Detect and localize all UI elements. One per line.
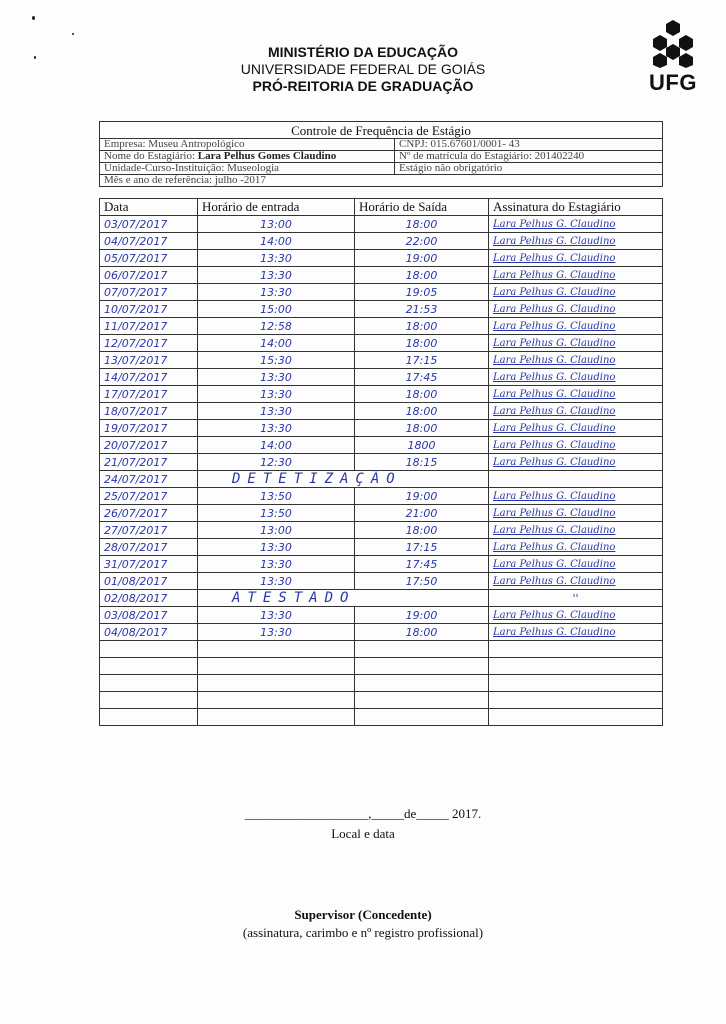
cell-entry-time: 13:30	[198, 624, 355, 641]
cell-date: 10/07/2017	[100, 301, 198, 318]
cell-signature: Lara Pelhus G. Claudino	[489, 352, 663, 369]
cell-date: 05/07/2017	[100, 250, 198, 267]
cell-exit-time: 17:50	[355, 573, 489, 590]
ministry-title: MINISTÉRIO DA EDUCAÇÃO	[267, 44, 459, 60]
cell-date: 18/07/2017	[100, 403, 198, 420]
cell-signature: Lara Pelhus G. Claudino	[489, 454, 663, 471]
table-row	[100, 539, 663, 556]
cell-date	[100, 709, 198, 726]
cell-entry-time: 13:30	[198, 284, 355, 301]
cell-date: 21/07/2017	[100, 454, 198, 471]
cell-date: 03/08/2017	[100, 607, 198, 624]
cell-signature: Lara Pelhus G. Claudino	[489, 420, 663, 437]
cell-exit-time: 19:05	[355, 284, 489, 301]
form-title: Controle de Frequência de Estágio	[100, 122, 663, 139]
cell-entry-time: 13:30	[198, 403, 355, 420]
table-row	[100, 488, 663, 505]
cell-exit-time	[355, 641, 489, 658]
cell-signature: Lara Pelhus G. Claudino	[489, 539, 663, 556]
cell-exit-time	[355, 692, 489, 709]
table-row	[100, 590, 663, 607]
cell-entry-time: 13:30	[198, 267, 355, 284]
cell-entry-time: 12:30	[198, 454, 355, 471]
cell-entry-time: 13:30	[198, 556, 355, 573]
cell-entry-time: 14:00	[198, 233, 355, 250]
table-row	[100, 471, 663, 488]
cell-date	[100, 675, 198, 692]
cell-exit-time: 17:15	[355, 539, 489, 556]
cell-exit-time: 17:45	[355, 556, 489, 573]
internship-type-field: Estágio não obrigatório	[395, 163, 663, 175]
cell-signature	[489, 675, 663, 692]
cell-exit-time	[355, 658, 489, 675]
intern-name-value: Lara Pelhus Gomes Claudino	[197, 150, 337, 162]
column-header-entry: Horário de entrada	[198, 199, 355, 216]
column-header-exit: Horário de Saída	[355, 199, 489, 216]
logo-text: UFG	[649, 70, 697, 95]
handwritten-note: DETETIZAÇÃO	[232, 471, 402, 487]
cell-exit-time: 18:00	[355, 318, 489, 335]
table-row	[100, 641, 663, 658]
intern-name-label: Nome do Estagiário:	[104, 150, 198, 162]
hexagon-logo-icon	[642, 18, 704, 68]
cell-entry-time: 13:50	[198, 488, 355, 505]
cell-date: 25/07/2017	[100, 488, 198, 505]
cell-entry-time: 13:30	[198, 369, 355, 386]
cell-entry-time	[198, 709, 355, 726]
cell-entry-time: 13:50	[198, 505, 355, 522]
table-row	[100, 250, 663, 267]
cell-date: 31/07/2017	[100, 556, 198, 573]
cell-date: 07/07/2017	[100, 284, 198, 301]
intern-name-field	[100, 151, 395, 163]
enrollment-field: Nº de matrícula do Estagiário: 201402240	[395, 151, 663, 163]
cell-exit-time: 21:53	[355, 301, 489, 318]
cell-signature: Lara Pelhus G. Claudino	[489, 267, 663, 284]
cell-entry-time: 13:00	[198, 522, 355, 539]
cell-exit-time: 18:00	[355, 420, 489, 437]
cell-entry-time: 13:30	[198, 539, 355, 556]
cell-entry-time: 13:30	[198, 386, 355, 403]
cell-signature: Lara Pelhus G. Claudino	[489, 250, 663, 267]
cell-date: 06/07/2017	[100, 267, 198, 284]
table-row	[100, 675, 663, 692]
cell-date	[100, 641, 198, 658]
table-row	[100, 522, 663, 539]
cell-entry-time	[198, 675, 355, 692]
table-row	[100, 505, 663, 522]
table-row	[100, 437, 663, 454]
cell-exit-time: 19:00	[355, 250, 489, 267]
table-row	[100, 216, 663, 233]
cell-signature: Lara Pelhus G. Claudino	[489, 301, 663, 318]
company-field: Empresa: Museu Antropológico	[100, 139, 395, 151]
table-row	[100, 573, 663, 590]
cell-exit-time: 18:00	[355, 522, 489, 539]
cell-exit-time: 18:00	[355, 335, 489, 352]
cell-date	[100, 658, 198, 675]
cell-note	[198, 471, 489, 488]
cell-entry-time: 13:30	[198, 573, 355, 590]
cell-date: 27/07/2017	[100, 522, 198, 539]
unit-field: Unidade-Curso-Instituição: Museologia	[100, 163, 395, 175]
reference-month-field: Mês e ano de referência: julho -2017	[100, 175, 663, 187]
cell-date: 26/07/2017	[100, 505, 198, 522]
cell-entry-time: 15:30	[198, 352, 355, 369]
supervisor-note: (assinatura, carimbo e nº registro profissional)	[242, 925, 484, 940]
cell-signature: Lara Pelhus G. Claudino	[489, 488, 663, 505]
cell-signature: Lara Pelhus G. Claudino	[489, 233, 663, 250]
cell-signature: Lara Pelhus G. Claudino	[489, 335, 663, 352]
cell-entry-time: 12:58	[198, 318, 355, 335]
cell-entry-time: 13:00	[198, 216, 355, 233]
university-title: UNIVERSIDADE FEDERAL DE GOIÁS	[240, 61, 486, 77]
cell-date: 04/07/2017	[100, 233, 198, 250]
cell-note	[198, 590, 489, 607]
table-row	[100, 692, 663, 709]
cell-exit-time: 17:45	[355, 369, 489, 386]
table-row	[100, 709, 663, 726]
cell-entry-time	[198, 658, 355, 675]
table-row	[100, 607, 663, 624]
attendance-table	[99, 198, 663, 726]
ufg-logo	[642, 18, 704, 96]
cnpj-field: CNPJ: 015.67601/0001- 43	[395, 139, 663, 151]
cell-exit-time: 18:15	[355, 454, 489, 471]
table-row	[100, 454, 663, 471]
cell-date: 12/07/2017	[100, 335, 198, 352]
cell-date: 24/07/2017	[100, 471, 198, 488]
cell-signature	[489, 692, 663, 709]
cell-signature: Lara Pelhus G. Claudino	[489, 369, 663, 386]
table-row	[100, 624, 663, 641]
table-row	[100, 556, 663, 573]
cell-signature: Lara Pelhus G. Claudino	[489, 216, 663, 233]
cell-date: 28/07/2017	[100, 539, 198, 556]
cell-date: 03/07/2017	[100, 216, 198, 233]
department-title: PRÓ-REITORIA DE GRADUAÇÃO	[252, 78, 474, 94]
place-date-label: Local e data	[331, 826, 395, 841]
table-row	[100, 369, 663, 386]
cell-date: 14/07/2017	[100, 369, 198, 386]
cell-exit-time: 18:00	[355, 403, 489, 420]
cell-date: 17/07/2017	[100, 386, 198, 403]
cell-entry-time	[198, 641, 355, 658]
internship-info-table	[99, 121, 663, 187]
cell-exit-time: 19:00	[355, 607, 489, 624]
place-date-line: ___________________,_____de_____ 2017.	[244, 806, 482, 821]
scan-speck	[72, 33, 74, 35]
cell-signature: Lara Pelhus G. Claudino	[489, 573, 663, 590]
cell-entry-time	[198, 692, 355, 709]
cell-exit-time: 21:00	[355, 505, 489, 522]
cell-exit-time: 18:00	[355, 624, 489, 641]
cell-exit-time	[355, 709, 489, 726]
cell-exit-time: 1800	[355, 437, 489, 454]
table-row	[100, 335, 663, 352]
supervisor-title: Supervisor (Concedente)	[294, 907, 432, 922]
cell-signature: Lara Pelhus G. Claudino	[489, 522, 663, 539]
cell-entry-time: 15:00	[198, 301, 355, 318]
table-row	[100, 233, 663, 250]
table-row	[100, 386, 663, 403]
table-row	[100, 301, 663, 318]
cell-signature	[489, 658, 663, 675]
table-row	[100, 658, 663, 675]
cell-date: 11/07/2017	[100, 318, 198, 335]
cell-signature: Lara Pelhus G. Claudino	[489, 437, 663, 454]
cell-date: 19/07/2017	[100, 420, 198, 437]
handwritten-note: ATESTADO	[232, 590, 356, 606]
cell-exit-time: 18:00	[355, 216, 489, 233]
cell-entry-time: 13:30	[198, 420, 355, 437]
cell-signature	[489, 641, 663, 658]
cell-exit-time: 17:15	[355, 352, 489, 369]
cell-signature: Lara Pelhus G. Claudino	[489, 318, 663, 335]
cell-exit-time: 18:00	[355, 386, 489, 403]
cell-date: 13/07/2017	[100, 352, 198, 369]
cell-signature: Lara Pelhus G. Claudino	[489, 403, 663, 420]
cell-exit-time: 22:00	[355, 233, 489, 250]
cell-signature: ''	[489, 590, 663, 607]
letterhead	[0, 44, 726, 95]
cell-date: 01/08/2017	[100, 573, 198, 590]
table-row	[100, 420, 663, 437]
cell-exit-time: 18:00	[355, 267, 489, 284]
cell-signature: Lara Pelhus G. Claudino	[489, 556, 663, 573]
table-row	[100, 284, 663, 301]
cell-date	[100, 692, 198, 709]
cell-signature: Lara Pelhus G. Claudino	[489, 607, 663, 624]
column-header-date: Data	[100, 199, 198, 216]
cell-entry-time: 13:30	[198, 607, 355, 624]
cell-entry-time: 13:30	[198, 250, 355, 267]
cell-signature: Lara Pelhus G. Claudino	[489, 505, 663, 522]
cell-date: 20/07/2017	[100, 437, 198, 454]
cell-entry-time: 14:00	[198, 335, 355, 352]
table-row	[100, 267, 663, 284]
table-row	[100, 318, 663, 335]
cell-signature: Lara Pelhus G. Claudino	[489, 386, 663, 403]
cell-date: 02/08/2017	[100, 590, 198, 607]
table-row	[100, 403, 663, 420]
cell-date: 04/08/2017	[100, 624, 198, 641]
cell-exit-time	[355, 675, 489, 692]
cell-signature: Lara Pelhus G. Claudino	[489, 624, 663, 641]
cell-signature	[489, 709, 663, 726]
cell-entry-time: 14:00	[198, 437, 355, 454]
column-header-signature: Assinatura do Estagiário	[489, 199, 663, 216]
scan-speck	[32, 16, 35, 20]
cell-signature: Lara Pelhus G. Claudino	[489, 284, 663, 301]
cell-signature	[489, 471, 663, 488]
cell-exit-time: 19:00	[355, 488, 489, 505]
table-row	[100, 352, 663, 369]
